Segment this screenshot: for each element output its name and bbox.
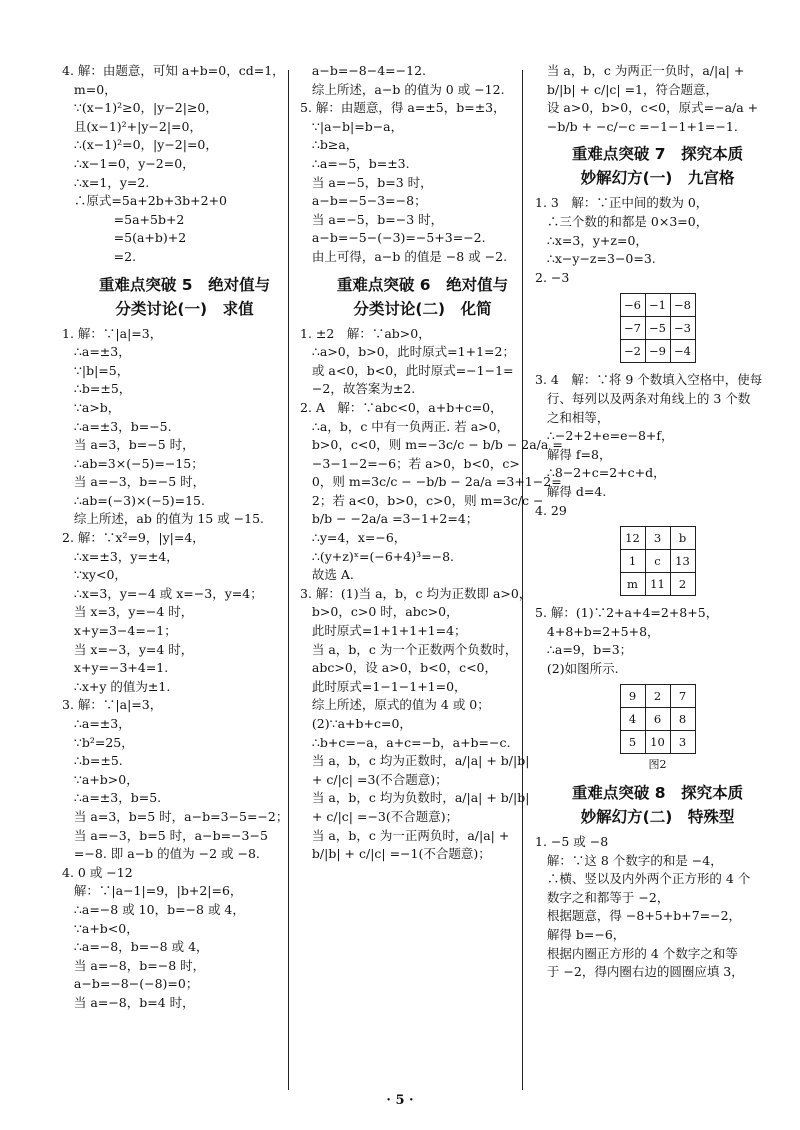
- text-line: 当 a，b，c 为一正两负时，a/|a| +: [300, 827, 510, 843]
- answer-block: [62, 325, 307, 1013]
- text-line: 当 x=−3，y=4 时，: [62, 641, 194, 657]
- grid-cell: 3: [670, 731, 695, 754]
- text-line: 之和相等，: [535, 409, 610, 425]
- section-title: [535, 142, 780, 190]
- text-line: 4. 29: [535, 502, 567, 518]
- section-title: [62, 273, 307, 321]
- text-line: 根据题意，得 −8+5+b+7=−2，: [535, 908, 742, 924]
- text-line: 2；若 a<0，b>0，c>0，则 m=3c/c −: [300, 492, 544, 508]
- text-line: ∵|b|=5，: [62, 362, 130, 378]
- grid-cell: 2: [645, 685, 670, 708]
- text-line: ∴a=−5，b=±3.: [300, 155, 410, 171]
- text-line: 1. −5 或 −8: [535, 834, 609, 850]
- text-line: 3. 解：(1)当 a，b，c 均为正数即 a>0，: [300, 585, 532, 601]
- magic-square-grid: [620, 684, 696, 754]
- text-line: ∴b+c=−a，a+c=−b，a+b=−c.: [300, 734, 511, 750]
- grid-cell: c: [645, 550, 670, 573]
- text-line: 解：∵|a−1|=9，|b+2|=6，: [62, 883, 243, 899]
- grid-cell: 1: [620, 550, 645, 573]
- text-line: ∴a=−8 或 10，b=−8 或 4，: [62, 901, 245, 917]
- magic-square-grid: [620, 293, 696, 363]
- grid-row: [620, 731, 695, 754]
- grid-cell: 5: [620, 731, 645, 754]
- text-line: a−b=−8−4=−12.: [300, 63, 427, 78]
- text-line: b/|b| + c/|c| =−1(不合题意)；: [300, 846, 491, 862]
- text-line: ∴8−2+c=2+c+d，: [535, 465, 666, 481]
- text-line: 且(x−1)²+|y−2|=0，: [62, 118, 202, 134]
- text-line: −b/b + −c/−c =−1−1+1=−1.: [535, 118, 738, 134]
- answer-block: [535, 194, 780, 287]
- text-line: =2.: [62, 248, 137, 264]
- text-line: 综上所述，a−b 的值为 0 或 −12.: [300, 81, 505, 97]
- text-line: 1. ±2 解：∵ab>0，: [300, 325, 431, 341]
- text-line: ∴三个数的和都是 0×3=0，: [535, 213, 709, 229]
- text-line: 当 a=−5，b=3 时，: [300, 174, 433, 190]
- text-line: a−b=−8−(−8)=0；: [62, 976, 199, 992]
- text-line: 解得 f=8，: [535, 446, 612, 462]
- text-line: 此时原式=1−1−1+1=0，: [300, 678, 467, 694]
- text-line: 当 a=−8，b=4 时，: [62, 994, 195, 1010]
- figure-caption: 图2: [648, 758, 667, 772]
- grid-cell: 7: [670, 685, 695, 708]
- text-line: m=0，: [62, 81, 117, 97]
- answer-block: [300, 62, 545, 267]
- text-line: ∴x=1，y=2.: [62, 174, 150, 190]
- text-line: (2)∵a+b+c=0，: [300, 716, 412, 731]
- grid-cell: −5: [645, 317, 670, 340]
- text-line: ∴x=3，y=−4 或 x=−3，y=4；: [62, 585, 263, 601]
- text-line: ∴a=9，b=3；: [535, 642, 633, 658]
- grid-cell: 3: [645, 527, 670, 550]
- text-line: 解得 b=−6，: [535, 927, 626, 943]
- text-line: 综上所述，ab 的值为 15 或 −15.: [62, 511, 265, 527]
- text-line: ∴a=±3，b=5.: [62, 790, 162, 806]
- grid-cell: 12: [620, 527, 645, 550]
- text-line: 当 a=3，b=5 时，a−b=3−5=−2；: [62, 808, 289, 824]
- grid-cell: −7: [620, 317, 645, 340]
- text-line: b>0，c<0，则 m=−3c/c − b/b − 2a/a =: [300, 437, 563, 453]
- text-line: ∵a+b<0，: [62, 920, 139, 936]
- text-line: ∴−2+2+e=e−8+f，: [535, 428, 674, 444]
- grid-row: [620, 340, 695, 363]
- text-line: 当 x=3，y=−4 时，: [62, 604, 194, 620]
- text-line: ∴x=3，y+z=0，: [535, 232, 648, 248]
- text-line: ∴b=±5.: [62, 753, 123, 769]
- text-line: ∴x−y−z=3−0=3.: [535, 251, 656, 267]
- grid-row: [620, 550, 695, 573]
- page-number: · 5 ·: [386, 1093, 414, 1108]
- section-title-line: 分类讨论(二) 化简: [353, 299, 492, 318]
- section-title-line: 重难点突破 8 探究本质: [571, 784, 744, 803]
- grid-row: [620, 573, 695, 596]
- grid-row: [620, 294, 695, 317]
- text-line: 当 a，b，c 为两正一负时，a/|a| +: [535, 63, 745, 78]
- text-line: 解：∵这 8 个数字的和是 −4，: [535, 852, 723, 868]
- grid-row: [620, 708, 695, 731]
- text-line: ∴a=−8，b=−8 或 4，: [62, 939, 209, 955]
- grid-cell: −4: [670, 340, 695, 363]
- text-line: x+y=−3+4=1.: [62, 660, 169, 676]
- section-title-line: 妙解幻方(二) 特殊型: [580, 808, 735, 827]
- grid-cell: −1: [645, 294, 670, 317]
- text-line: 0，则 m=3c/c − −b/b − 2a/a =3+1−2=: [300, 474, 562, 490]
- grid-cell: −9: [645, 340, 670, 363]
- text-line: 此时原式=1+1+1+1=4；: [300, 623, 467, 639]
- text-line: =−8. 即 a−b 的值为 −2 或 −8.: [62, 846, 260, 862]
- text-line: 2. 解：∵x²=9，|y|=4，: [62, 530, 205, 546]
- text-line: ∴x=±3，y=±4，: [62, 548, 179, 564]
- text-line: ∵a>b，: [62, 399, 121, 415]
- text-line: 或 a<0，b<0，此时原式=−1−1=: [300, 362, 514, 378]
- column-3: [535, 62, 780, 982]
- text-line: ∵|a−b|=b−a，: [300, 118, 404, 134]
- section-title-line: 重难点突破 6 绝对值与: [336, 275, 509, 294]
- text-line: abc>0，设 a>0，b<0，c<0，: [300, 660, 498, 676]
- text-line: b>0，c>0 时，abc>0，: [300, 604, 459, 620]
- text-line: 行、每列以及两条对角线上的 3 个数: [535, 390, 751, 406]
- section-title: [300, 273, 545, 321]
- text-line: 当 a，b，c 均为正数时，a/|a| + b/|b|: [300, 753, 530, 769]
- text-line: ∴b=±5，: [62, 381, 132, 397]
- text-line: ∵xy<0，: [62, 567, 127, 583]
- text-line: 当 a=3，b=−5 时，: [62, 437, 195, 453]
- text-line: 当 a=−3，b=−5 时，: [62, 474, 206, 490]
- text-line: + c/|c| =−3(不合题意)；: [300, 808, 459, 824]
- text-line: 5. 解：由题意，得 a=±5，b=±3，: [300, 100, 506, 116]
- section-title-line: 重难点突破 5 绝对值与: [98, 275, 271, 294]
- text-line: 当 a，b，c 均为负数时，a/|a| + b/|b|: [300, 790, 530, 806]
- text-line: ∴y=4，x=−6，: [300, 530, 407, 546]
- text-line: ∴a>0，b>0，此时原式=1+1=2；: [300, 344, 515, 360]
- text-line: a−b=−5−3=−8；: [300, 193, 427, 209]
- text-line: ∴ab=(−3)×(−5)=15.: [62, 492, 205, 508]
- grid-cell: 2: [670, 573, 695, 596]
- grid-cell: 8: [670, 708, 695, 731]
- magic-square-grid: [620, 526, 696, 596]
- text-line: ∴ab=3×(−5)=−15；: [62, 455, 204, 471]
- text-line: 于 −2，得内圈右边的圆圈应填 3，: [535, 964, 744, 980]
- section-title-line: 重难点突破 7 探究本质: [571, 145, 744, 164]
- text-line: ∴a=±3，b=−5.: [62, 418, 172, 434]
- text-line: (2)如图所示.: [535, 660, 619, 676]
- text-line: ∴a=±3，: [62, 716, 131, 731]
- text-line: 4. 0 或 −12: [62, 864, 133, 880]
- grid-cell: 10: [645, 731, 670, 754]
- text-line: x+y=3−4=−1；: [62, 623, 177, 639]
- section-title-line: 分类讨论(一) 求值: [115, 299, 254, 318]
- text-line: 综上所述，原式的值为 4 或 0；: [300, 697, 490, 713]
- text-line: + c/|c| =3(不合题意)；: [300, 771, 448, 787]
- grid-cell: 4: [620, 708, 645, 731]
- text-line: a−b=−5−(−3)=−5+3=−2.: [300, 230, 486, 246]
- text-line: 3. 解：∵|a|=3，: [62, 697, 163, 713]
- column-1: [62, 62, 307, 1013]
- text-line: ∴x+y 的值为±1.: [62, 678, 171, 694]
- text-line: 设 a>0，b>0，c<0，原式=−a/a +: [535, 100, 759, 116]
- text-line: 2. −3: [535, 269, 570, 285]
- text-line: 当 a，b，c 为一个正数两个负数时，: [300, 641, 518, 657]
- grid-cell: b: [670, 527, 695, 550]
- grid-row: [620, 685, 695, 708]
- text-line: ∵b²=25，: [62, 734, 134, 750]
- grid-cell: 9: [620, 685, 645, 708]
- answer-block: [535, 62, 780, 136]
- text-line: −2，故答案为±2.: [300, 381, 416, 397]
- text-line: b/|b| + c/|c| =1，符合题意，: [535, 81, 719, 97]
- text-line: 当 a=−5，b=−3 时，: [300, 211, 444, 227]
- grid-cell: 13: [670, 550, 695, 573]
- text-line: ∴a=±3，: [62, 344, 131, 360]
- text-line: =5a+5b+2: [62, 211, 185, 227]
- text-line: 数字之和都等于 −2，: [535, 889, 670, 905]
- text-line: ∴(y+z)ˣ=(−6+4)³=−8.: [300, 548, 455, 564]
- text-line: ∴(x−1)²=0，|y−2|=0，: [62, 137, 218, 153]
- text-line: ∴横、竖以及内外两个正方形的 4 个: [535, 871, 751, 887]
- text-line: 解得 d=4.: [535, 483, 607, 499]
- text-line: −3−1−2=−6；若 a>0，b<0，c>: [300, 455, 520, 471]
- text-line: 2. A 解：∵abc<0，a+b+c=0，: [300, 399, 503, 415]
- grid-row: [620, 317, 695, 340]
- answer-block: [535, 604, 780, 678]
- grid-row: [620, 527, 695, 550]
- section-title-line: 妙解幻方(一) 九宫格: [580, 169, 735, 188]
- grid-cell: 11: [645, 573, 670, 596]
- grid-cell: 6: [645, 708, 670, 731]
- answer-block: [535, 371, 780, 520]
- text-line: 当 a=−8，b=−8 时，: [62, 957, 206, 973]
- text-line: ∴b≥a，: [300, 137, 359, 153]
- text-line: 1. 3 解：∵正中间的数为 0，: [535, 195, 709, 211]
- text-line: ∵(x−1)²≥0，|y−2|≥0，: [62, 100, 218, 116]
- text-line: 3. 4 解：∵将 9 个数填入空格中，使每: [535, 372, 763, 388]
- text-line: 当 a=−3，b=5 时，a−b=−3−5: [62, 827, 268, 843]
- text-line: 由上可得，a−b 的值是 −8 或 −2.: [300, 248, 508, 264]
- grid-cell: −2: [620, 340, 645, 363]
- grid-cell: −3: [670, 317, 695, 340]
- text-line: ∴x−1=0，y−2=0，: [62, 155, 195, 171]
- grid-cell: −8: [670, 294, 695, 317]
- text-line: 4+8+b=2+5+8，: [535, 623, 660, 639]
- text-line: ∴原式=5a+2b+3b+2+0: [62, 193, 228, 209]
- grid-cell: m: [620, 573, 645, 596]
- section-title: [535, 781, 780, 829]
- answer-block: [62, 62, 307, 267]
- text-line: ∵a+b>0，: [62, 771, 139, 787]
- text-line: ∴a，b，c 中有一负两正. 若 a>0，: [300, 418, 510, 434]
- text-line: 5. 解：(1)∵2+a+4=2+8+5，: [535, 605, 719, 621]
- text-line: 故选 A.: [300, 567, 354, 583]
- text-line: b/b − −2a/a =3−1+2=4；: [300, 511, 479, 527]
- text-line: 根据内圈正方形的 4 个数字之和等: [535, 945, 738, 961]
- text-line: 1. 解：∵|a|=3，: [62, 325, 163, 341]
- grid-cell: −6: [620, 294, 645, 317]
- answer-block: [535, 833, 780, 982]
- text-line: =5(a+b)+2: [62, 230, 187, 246]
- text-line: 4. 解：由题意，可知 a+b=0，cd=1，: [62, 63, 285, 78]
